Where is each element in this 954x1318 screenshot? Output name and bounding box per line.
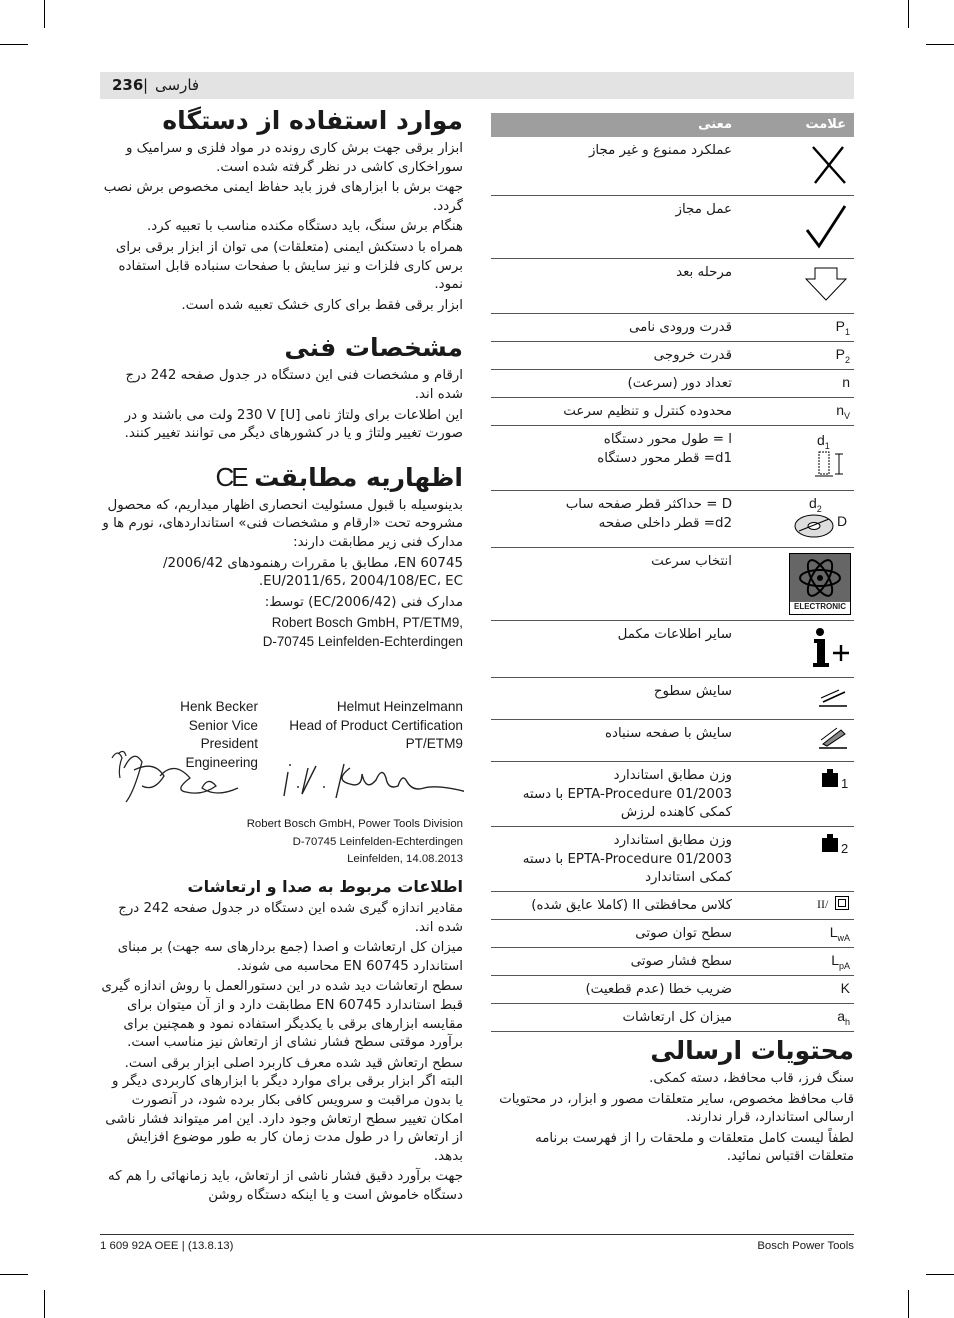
row-symbol: n	[842, 374, 850, 390]
conformity-standards: EN 60745، مطابق با مقررات رهنمودهای 2006/42/ EU/2011/65، 2004/108/EC، EC.	[163, 555, 463, 590]
symbols-table	[491, 113, 854, 1032]
conformity-title	[100, 460, 463, 495]
row-symbol: $L_{wA}$	[829, 924, 850, 943]
crop-mark	[926, 1274, 954, 1275]
table-row	[491, 314, 854, 342]
table-row	[491, 426, 854, 491]
noise-section	[100, 876, 463, 1208]
header-language: فارسی	[155, 76, 200, 94]
row-symbol: 1	[841, 776, 849, 791]
footer-date: Leinfelden, 14.08.2013	[347, 853, 463, 865]
table-row	[491, 720, 854, 762]
table-row	[491, 398, 854, 426]
row-symbol: $d_2$	[809, 495, 822, 514]
check-icon	[803, 202, 849, 250]
header-separator: |	[143, 76, 149, 94]
row-meaning: D = حداکثر قطر صفحه ساب d2= قطر داخلی صفحه	[565, 497, 732, 531]
info-plus-icon	[811, 627, 851, 669]
crop-mark	[0, 1274, 28, 1275]
noise-paragraph: جهت برآورد دقیق فشار ناشی از ارتعاش، باید زمانهائی را هم که دستگاه خاموش است و یا اینکه دستگاه روشن	[108, 1169, 463, 1203]
table-row	[491, 137, 854, 196]
row-meaning: مرحله بعد	[676, 265, 732, 280]
row-symbol: K	[840, 980, 850, 996]
noise-paragraph: میزان کل ارتعاشات و اصدا (جمع بردارهای سه جهت) بر مبنای استاندارد EN 60745 محاسبه می شوند.	[117, 940, 463, 974]
row-symbol: II/	[817, 897, 829, 911]
row-meaning: سطح فشار صوتی	[630, 954, 732, 969]
row-meaning: قدرت ورودی نامی	[629, 320, 732, 335]
signer-role: Senior Vice President	[188, 717, 258, 751]
disc-icon	[793, 509, 835, 539]
row-meaning: ضریب خطا (عدم قطعیت)	[585, 982, 732, 997]
usage-paragraph: هنگام برش سنگ، باید دستگاه مکنده مناسب با تعبیه کرد.	[146, 219, 463, 235]
page-number: 236	[112, 76, 144, 94]
conformity-title-text: اظهاریه مطابقت	[254, 462, 463, 492]
table-row	[491, 762, 854, 827]
accessories-title: محتویات ارسالی	[650, 1036, 854, 1065]
crop-mark	[926, 44, 954, 45]
table-row	[491, 827, 854, 892]
signer-name: Helmut Heinzelmann	[336, 699, 463, 714]
specs-paragraph: این اطلاعات برای ولتاژ نامی [U] 230 V ولت می باشند و در صورت تغییر ولتاژ و یا در کشورهای دیگر می توانند تغییر کنند.	[124, 407, 463, 442]
handwritten-signatures	[104, 746, 464, 810]
atom-graphic	[790, 554, 850, 602]
accessories-paragraph: سنگ فرز، قاب محافظ، دسته کمکی.	[649, 1071, 854, 1086]
row-meaning: تعداد دور (سرعت)	[627, 376, 732, 391]
crop-mark	[908, 1290, 909, 1318]
table-row	[491, 678, 854, 720]
signer-name: Henk Becker	[180, 699, 258, 714]
ce-mark: CE	[215, 461, 246, 492]
row-meaning: قدرت خروجی	[653, 348, 732, 363]
row-meaning: l = طول محور دستگاه d1= قطر محور دستگاه	[597, 432, 732, 466]
specs-paragraph: ارقام و مشخصات فنی این دستگاه در جدول صفحه 242 درج شده اند.	[125, 368, 463, 402]
usage-paragraph: ابزار برقی جهت برش کاری رونده در مواد فلزی و سرامیک و سوراخکاری کاشی در نظر گرفته شده است.	[125, 141, 463, 175]
cross-icon	[809, 145, 849, 185]
table-row	[491, 491, 854, 548]
row-symbol: $L_{pA}$	[831, 952, 850, 971]
weight-icon	[821, 768, 839, 788]
footer-brand: Bosch Power Tools	[757, 1240, 854, 1252]
noise-paragraph: مقادیر اندازه گیری شده این دستگاه در جدول صفحه 242 درج شده اند.	[118, 901, 463, 935]
row-symbol: $n_V$	[836, 402, 850, 421]
accessories-paragraph: لطفاً لیست کامل متعلقات و ملحقات را از فهرست برنامه متعلقات اقتباس نمائید.	[535, 1130, 854, 1165]
usage-title: موارد استفاده از دستگاه	[162, 106, 463, 135]
accessories-section	[491, 1034, 854, 1169]
row-meaning: سطح توان صوتی	[635, 926, 732, 941]
footer-divider	[100, 1234, 854, 1235]
company-line: D-70745 Leinfelden-Echterdingen	[262, 633, 463, 649]
crop-mark	[44, 0, 45, 28]
crop-mark	[44, 1290, 45, 1318]
usage-paragraph: جهت برش با ابزارهای فرز باید حفاظ ایمنی مخصوص برش نصب گردد.	[103, 180, 463, 214]
surface-grinding-icon	[817, 686, 849, 710]
company-line: Robert Bosch GmbH, PT/ETM9,	[271, 615, 463, 631]
table-row	[491, 621, 854, 678]
row-meaning: سایش با صفحه سنباده	[604, 726, 732, 741]
row-symbol: $P_2$	[835, 346, 850, 365]
table-row	[491, 196, 854, 259]
table-header	[491, 113, 854, 137]
table-row	[491, 948, 854, 976]
accessories-paragraph: قاب محافظ مخصوص، سایر متعلقات مصور و ابزار، در محتویات ارسالی استاندارد، قرار ندارند.	[499, 1091, 854, 1126]
row-meaning: سایر اطلاعات مکمل	[617, 627, 732, 642]
spindle-icon	[813, 450, 849, 480]
conformity-docs: مدارک فنی (2006/42/EC) توسط:	[264, 594, 463, 610]
usage-section	[100, 104, 463, 651]
table-row	[491, 342, 854, 370]
footer-company: Robert Bosch GmbH, Power Tools Division	[246, 818, 463, 830]
usage-paragraph: ابزار برقی فقط برای کاری خشک تعبیه شده است.	[181, 297, 463, 313]
arrow-down-icon	[805, 267, 847, 301]
weight-icon	[821, 833, 839, 853]
table-row	[491, 920, 854, 948]
table-row	[491, 548, 854, 621]
signer-role: Engineering	[185, 754, 258, 770]
signer-role: PT/ETM9	[405, 736, 463, 751]
double-insulation-icon	[835, 896, 849, 910]
row-symbol: 2	[841, 841, 849, 856]
conformity-paragraph: بدینوسیله با قبول مسئولیت انحصاری اظهار میداریم، که محصول مشروحه تحت «ارقام و مشخصات فنی» استانداردهای، نورم ها و مدارک فنی زیر مطابقت دارند:	[102, 497, 463, 550]
header-symbol: علامت	[805, 117, 846, 132]
page-header-bar	[100, 72, 854, 99]
table-row	[491, 1004, 854, 1032]
sanding-disc-icon	[817, 726, 849, 752]
table-row	[491, 370, 854, 398]
row-symbol: $P_1$	[835, 318, 850, 337]
electronic-label: ELECTRONIC	[794, 602, 846, 611]
noise-title: اطلاعات مربوط به صدا و ارتعاشات	[187, 877, 463, 896]
crop-mark	[908, 0, 909, 28]
row-symbol: $d_1$	[817, 432, 830, 451]
row-meaning: وزن مطابق استاندارد EPTA-Procedure 01/2003 با دسته کمکی استاندارد	[522, 833, 732, 886]
signer-role: Head of Product Certification	[289, 717, 463, 733]
row-meaning: انتخاب سرعت	[651, 554, 732, 569]
row-meaning: وزن مطابق استاندارد EPTA-Procedure 01/2003 با دسته کمکی کاهنده لرزش	[522, 768, 732, 821]
specs-title: مشخصات فنی	[284, 333, 463, 363]
row-meaning: سایش سطوح	[653, 684, 732, 699]
table-row	[491, 892, 854, 920]
footer-address: D-70745 Leinfelden-Echterdingen	[292, 835, 463, 848]
row-meaning: محدوده کنترل و تنظیم سرعت	[563, 404, 732, 419]
electronic-atom-icon	[789, 553, 851, 615]
crop-mark	[0, 44, 28, 45]
table-row	[491, 976, 854, 1004]
row-meaning: کلاس محافظتی II (کاملا عایق شده)	[531, 898, 732, 913]
row-symbol: $a_h$	[837, 1008, 850, 1027]
table-row	[491, 259, 854, 314]
row-meaning: میزان کل ارتعاشات	[622, 1010, 732, 1025]
row-meaning: عملکرد ممنوع و غیر مجاز	[588, 143, 732, 158]
disc-diameter-label: D	[837, 513, 848, 529]
header-meaning: معنی	[698, 117, 732, 132]
noise-paragraph: سطح ارتعاش قید شده معرف کاربرد اصلی ابزار برقی است. البته اگر ابزار برقی برای موارد دیگر با ابزارهای کاربردی دیگر و یا بدون مراقبت و سرویس کافی بکار برده شود، در آنصورت امکان تغییر سطح ارتعاش وجود دارد. این امر میتواند فشار ناشی از ارتعاش را در طول مدت زمان کار به طور موضوع افزایش بدهد.	[105, 1055, 463, 1164]
row-meaning: عمل مجاز	[675, 202, 732, 217]
usage-paragraph: همراه با دستکش ایمنی (متعلقات) می توان از ابزار برقی برای برس کاری فلزات و نیز سایش با صفحات سنباده قابل استفاده نمود.	[115, 239, 463, 293]
footer-doc-code: 1 609 92A OEE | (13.8.13)	[100, 1240, 234, 1252]
signature-footer	[100, 816, 463, 869]
noise-paragraph: سطح ارتعاشات دید شده در این دستورالعمل با روش اندازه گیری قبط استاندارد EN 60745 مطابقت دارد و از آن میتوان برای مقایسه ابزارهای برقی با یکدیگر استفاده نمود و همچنین برای برآورد موقتی سطح فشار نشای از ارتعاش نیز مناسب است.	[101, 979, 463, 1051]
